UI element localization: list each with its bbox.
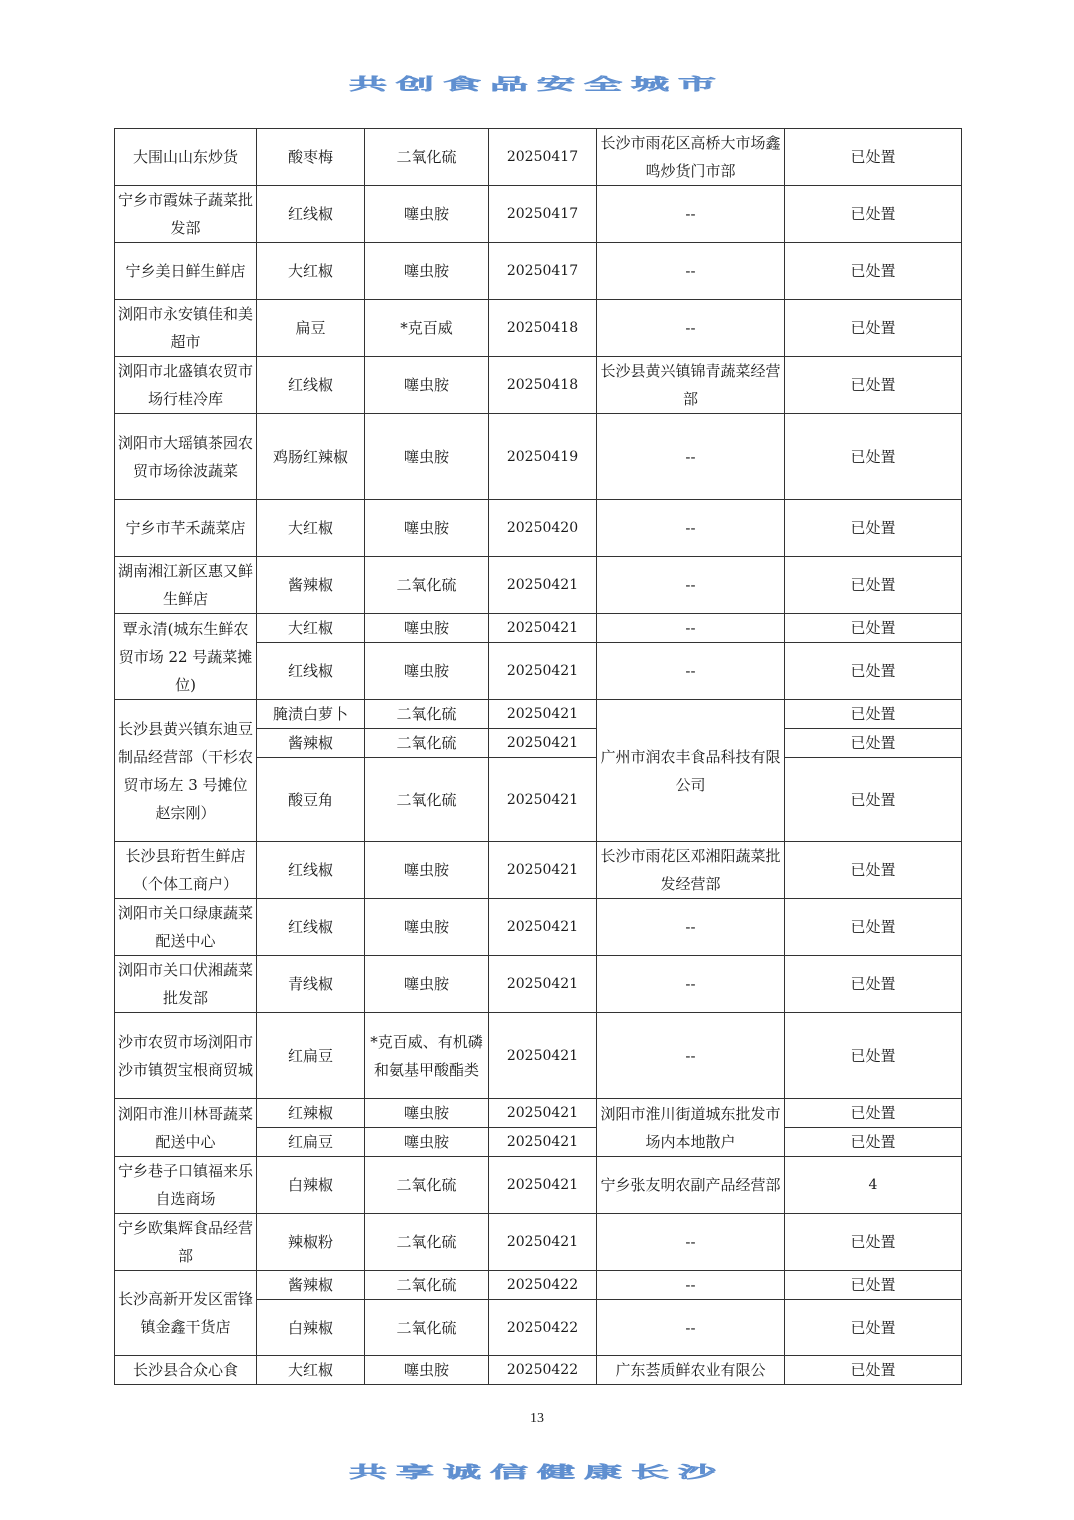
table-cell: 20250422 <box>489 1300 597 1356</box>
table-cell: 噻虫胺 <box>365 899 489 956</box>
table-cell: 浏阳市大瑶镇茶园农贸市场徐波蔬菜 <box>115 414 257 500</box>
table-row <box>115 1271 962 1300</box>
table-cell: 大围山山东炒货 <box>115 129 257 186</box>
table-cell: 酱辣椒 <box>257 557 365 614</box>
table-cell: 长沙县黄兴镇锦青蔬菜经营部 <box>597 357 785 414</box>
table-row <box>115 1157 962 1214</box>
table-cell: 已处置 <box>785 129 962 186</box>
table-cell: 已处置 <box>785 729 962 758</box>
table-cell: 辣椒粉 <box>257 1214 365 1271</box>
table-cell: 20250421 <box>489 643 597 700</box>
table-cell: 长沙高新开发区雷锋镇金鑫干货店 <box>115 1271 257 1356</box>
table-cell: *克百威、有机磷和氨基甲酸酯类 <box>365 1013 489 1099</box>
table-cell: 浏阳市关口绿康蔬菜配送中心 <box>115 899 257 956</box>
table-cell: 大红椒 <box>257 614 365 643</box>
table-cell: 红线椒 <box>257 899 365 956</box>
table-cell: 20250421 <box>489 1214 597 1271</box>
table-cell: 噻虫胺 <box>365 643 489 700</box>
table-cell: 已处置 <box>785 1214 962 1271</box>
table-cell: 覃永清(城东生鲜农贸市场 22 号蔬菜摊位) <box>115 614 257 700</box>
table-cell: -- <box>597 243 785 300</box>
table-cell: 长沙县黄兴镇东迪豆制品经营部（干杉农贸市场左 3 号摊位赵宗刚） <box>115 700 257 842</box>
table-cell: 20250421 <box>489 729 597 758</box>
table-cell: -- <box>597 956 785 1013</box>
table-cell: 20250421 <box>489 557 597 614</box>
table-cell: -- <box>597 643 785 700</box>
table-cell: 广东荟质鲜农业有限公 <box>597 1356 785 1385</box>
table-cell: 宁乡张友明农副产品经营部 <box>597 1157 785 1214</box>
table-cell: 噻虫胺 <box>365 500 489 557</box>
table-cell: 已处置 <box>785 1099 962 1128</box>
table-cell: 白辣椒 <box>257 1157 365 1214</box>
table-row <box>115 300 962 357</box>
table-cell: 噻虫胺 <box>365 414 489 500</box>
table-cell: 二氧化硫 <box>365 729 489 758</box>
table-cell: 已处置 <box>785 243 962 300</box>
table-cell: 青线椒 <box>257 956 365 1013</box>
table-cell: 酸豆角 <box>257 758 365 842</box>
table-cell: 浏阳市淮川街道城东批发市场内本地散户 <box>597 1099 785 1157</box>
table-cell: 红线椒 <box>257 643 365 700</box>
table-cell: 二氧化硫 <box>365 1214 489 1271</box>
table-row <box>115 129 962 186</box>
table-cell: -- <box>597 414 785 500</box>
table-cell: 20250421 <box>489 1157 597 1214</box>
table-cell: 二氧化硫 <box>365 1300 489 1356</box>
table-cell: 噻虫胺 <box>365 357 489 414</box>
table-cell: 宁乡美日鲜生鲜店 <box>115 243 257 300</box>
table-cell: 宁乡市芊禾蔬菜店 <box>115 500 257 557</box>
table-cell: 已处置 <box>785 614 962 643</box>
table-row <box>115 243 962 300</box>
table-cell: 已处置 <box>785 1013 962 1099</box>
table-cell: 已处置 <box>785 758 962 842</box>
table-cell: 扁豆 <box>257 300 365 357</box>
food-safety-table <box>114 128 962 1385</box>
table-cell: 宁乡欧集辉食品经营部 <box>115 1214 257 1271</box>
table-cell: 二氧化硫 <box>365 1271 489 1300</box>
table-cell: 20250420 <box>489 500 597 557</box>
table-cell: 20250417 <box>489 186 597 243</box>
table-cell: 已处置 <box>785 1356 962 1385</box>
table-cell: 长沙市雨花区高桥大市场鑫鸣炒货门市部 <box>597 129 785 186</box>
table-cell: 红线椒 <box>257 357 365 414</box>
table-cell: 已处置 <box>785 1128 962 1157</box>
table-row <box>115 700 962 729</box>
table-row <box>115 956 962 1013</box>
table-cell: 已处置 <box>785 700 962 729</box>
table-cell: -- <box>597 186 785 243</box>
table-cell: 噻虫胺 <box>365 243 489 300</box>
table-cell: 20250421 <box>489 1099 597 1128</box>
table-row <box>115 500 962 557</box>
footer-banner: 共享诚信健康长沙 <box>348 1462 725 1482</box>
table-cell: 20250419 <box>489 414 597 500</box>
table-cell: 已处置 <box>785 643 962 700</box>
header-banner: 共创食品安全城市 <box>348 74 725 94</box>
table-row <box>115 1099 962 1128</box>
table-row <box>115 614 962 643</box>
table-cell: 红线椒 <box>257 842 365 899</box>
table-cell: 长沙市雨花区邓湘阳蔬菜批发经营部 <box>597 842 785 899</box>
table-cell: 广州市润农丰食品科技有限公司 <box>597 700 785 842</box>
table-cell: 湖南湘江新区惠又鲜生鲜店 <box>115 557 257 614</box>
table-cell: 噻虫胺 <box>365 1356 489 1385</box>
table-cell: 20250421 <box>489 758 597 842</box>
table-cell: 20250421 <box>489 1013 597 1099</box>
table-cell: *克百威 <box>365 300 489 357</box>
table-row <box>115 357 962 414</box>
table-cell: 已处置 <box>785 842 962 899</box>
table-cell: 二氧化硫 <box>365 758 489 842</box>
table-cell: 20250422 <box>489 1271 597 1300</box>
table-cell: 4 <box>785 1157 962 1214</box>
table-cell: -- <box>597 1271 785 1300</box>
table-cell: 浏阳市北盛镇农贸市场行桂冷库 <box>115 357 257 414</box>
table-cell: -- <box>597 1214 785 1271</box>
table-cell: 长沙县合众心食 <box>115 1356 257 1385</box>
table-row <box>115 414 962 500</box>
table-cell: 噻虫胺 <box>365 956 489 1013</box>
table-cell: 鸡肠红辣椒 <box>257 414 365 500</box>
table-cell: 大红椒 <box>257 1356 365 1385</box>
table-cell: 红扁豆 <box>257 1013 365 1099</box>
table-cell: 宁乡市霞妹子蔬菜批发部 <box>115 186 257 243</box>
table-cell: 酱辣椒 <box>257 1271 365 1300</box>
table-cell: 已处置 <box>785 557 962 614</box>
table-cell: 已处置 <box>785 300 962 357</box>
table-cell: 20250421 <box>489 842 597 899</box>
table-cell: 已处置 <box>785 956 962 1013</box>
table-cell: 噻虫胺 <box>365 186 489 243</box>
table-row <box>115 1356 962 1385</box>
table-cell: 红线椒 <box>257 186 365 243</box>
table-row <box>115 1214 962 1271</box>
table-cell: 20250421 <box>489 899 597 956</box>
table-cell: 已处置 <box>785 186 962 243</box>
table-cell: 浏阳市永安镇佳和美超市 <box>115 300 257 357</box>
table-cell: 20250418 <box>489 357 597 414</box>
table-cell: -- <box>597 500 785 557</box>
table-cell: 噻虫胺 <box>365 1099 489 1128</box>
table-cell: 20250417 <box>489 243 597 300</box>
table-cell: 已处置 <box>785 357 962 414</box>
table-cell: 噻虫胺 <box>365 1128 489 1157</box>
table-cell: 已处置 <box>785 1300 962 1356</box>
table-cell: 白辣椒 <box>257 1300 365 1356</box>
table-row <box>115 186 962 243</box>
table-cell: 酸枣梅 <box>257 129 365 186</box>
table-cell: 酱辣椒 <box>257 729 365 758</box>
table-cell: 20250421 <box>489 1128 597 1157</box>
table-cell: 长沙县珩哲生鲜店（个体工商户） <box>115 842 257 899</box>
table-cell: 20250421 <box>489 700 597 729</box>
table-cell: 沙市农贸市场浏阳市沙市镇贺宝根商贸城 <box>115 1013 257 1099</box>
table-cell: -- <box>597 557 785 614</box>
table-cell: 浏阳市淮川林哥蔬菜配送中心 <box>115 1099 257 1157</box>
table-cell: 20250422 <box>489 1356 597 1385</box>
table-cell: 二氧化硫 <box>365 1157 489 1214</box>
table-cell: 二氧化硫 <box>365 557 489 614</box>
table-cell: 噻虫胺 <box>365 614 489 643</box>
table-row <box>115 1013 962 1099</box>
table-cell: -- <box>597 1013 785 1099</box>
table-cell: -- <box>597 1300 785 1356</box>
table-cell: 20250418 <box>489 300 597 357</box>
table-cell: 已处置 <box>785 899 962 956</box>
table-cell: 20250421 <box>489 614 597 643</box>
table-cell: 已处置 <box>785 1271 962 1300</box>
page-number: 13 <box>530 1411 544 1426</box>
table-cell: 二氧化硫 <box>365 129 489 186</box>
table-cell: 大红椒 <box>257 500 365 557</box>
table-cell: -- <box>597 300 785 357</box>
table-cell: 红辣椒 <box>257 1099 365 1128</box>
table-cell: 20250421 <box>489 956 597 1013</box>
table-cell: 二氧化硫 <box>365 700 489 729</box>
table-cell: 已处置 <box>785 500 962 557</box>
table-cell: 红扁豆 <box>257 1128 365 1157</box>
table-row <box>115 842 962 899</box>
table-row <box>115 557 962 614</box>
table-cell: 宁乡巷子口镇福来乐自选商场 <box>115 1157 257 1214</box>
table-cell: 已处置 <box>785 414 962 500</box>
table-cell: 浏阳市关口伏湘蔬菜批发部 <box>115 956 257 1013</box>
table-cell: 大红椒 <box>257 243 365 300</box>
table-row <box>115 899 962 956</box>
table-cell: 腌渍白萝卜 <box>257 700 365 729</box>
table-cell: 噻虫胺 <box>365 842 489 899</box>
table-cell: -- <box>597 899 785 956</box>
table-cell: -- <box>597 614 785 643</box>
table-cell: 20250417 <box>489 129 597 186</box>
